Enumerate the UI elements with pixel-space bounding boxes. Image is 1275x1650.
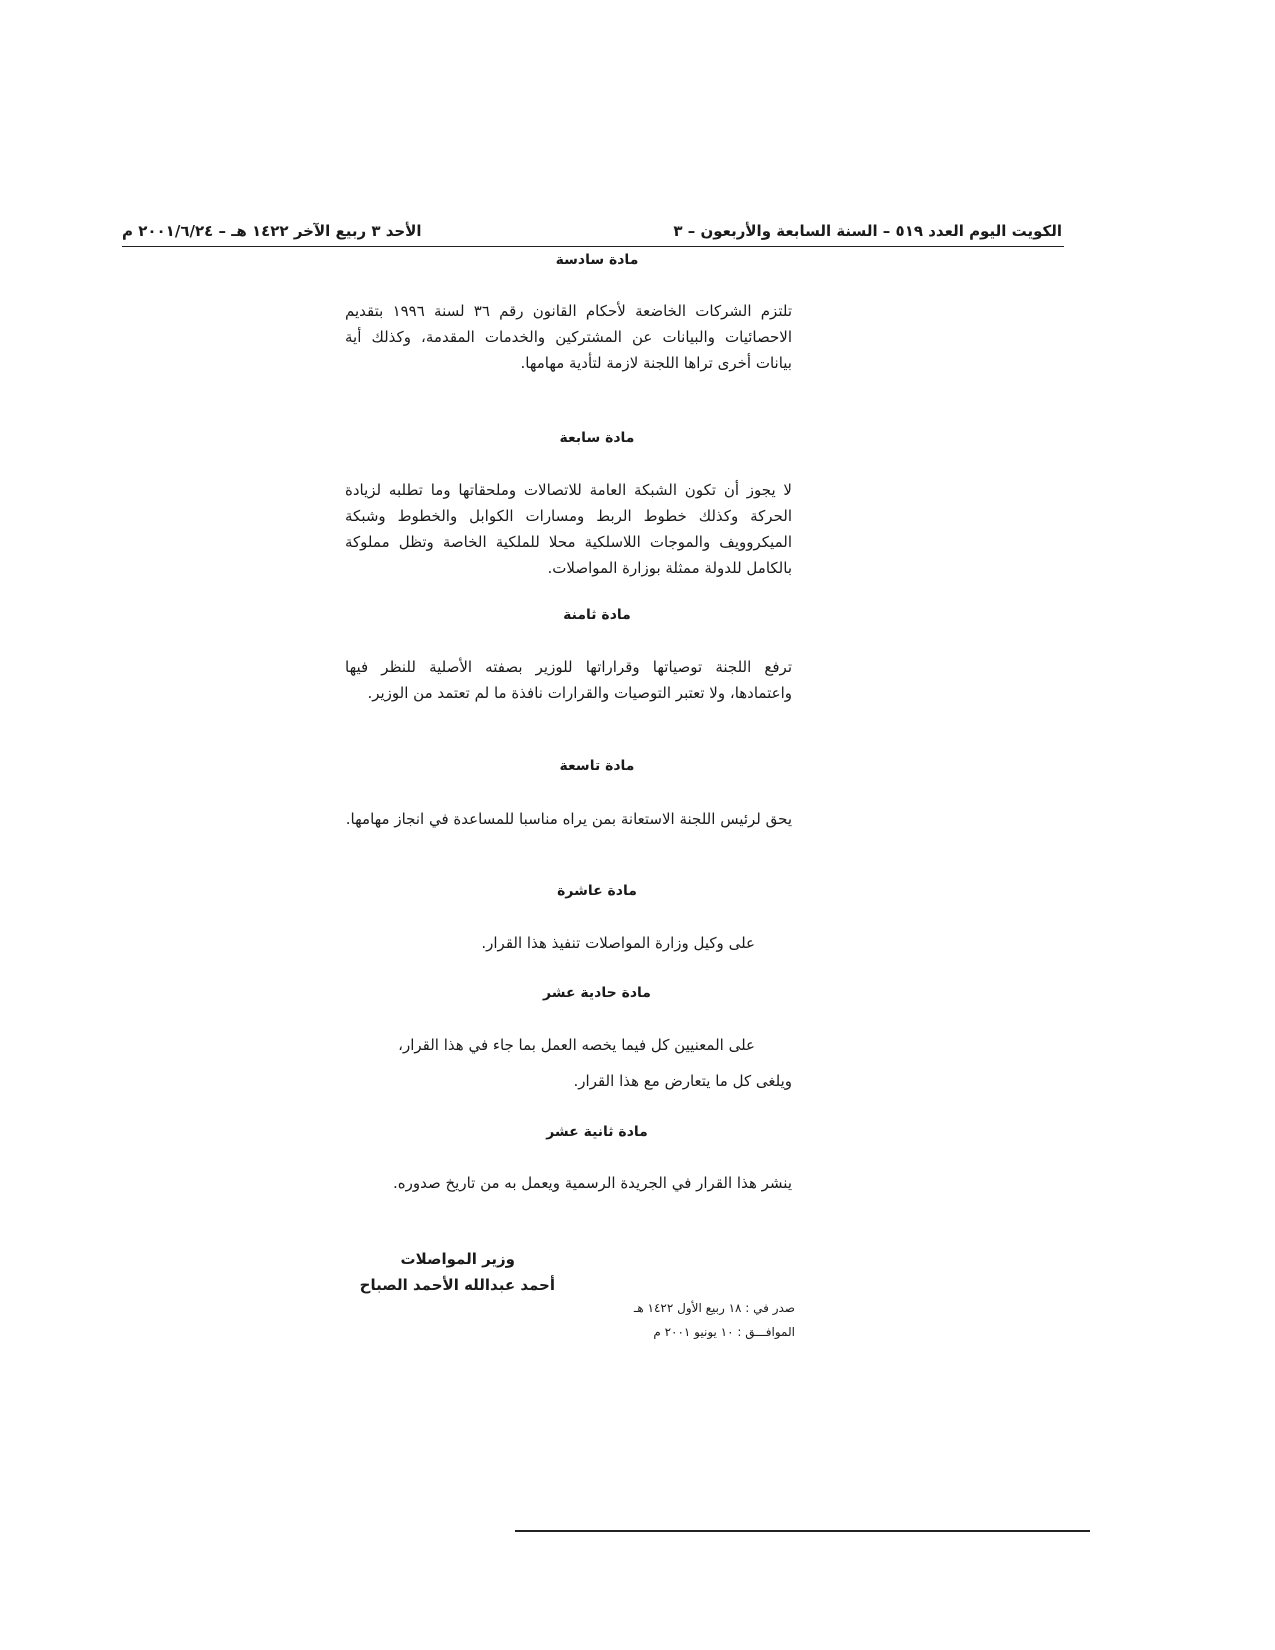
article-6-text: تلتزم الشركات الخاضعة لأحكام القانون رقم ٣٦ لسنة ١٩٩٦ بتقديم الاحصائيات والبيانات عن المشتركين والخدمات المقدمة، وكذلك أية بيانات أخرى تراها اللجنة لازمة لتأدية مهامها. [345, 302, 792, 372]
corresponding-date: الموافـــق : ١٠ يونيو ٢٠٠١ م [653, 1325, 795, 1339]
footer-divider [515, 1530, 1090, 1532]
article-12-title: مادة ثانية عشر [546, 1124, 648, 1140]
minister-title: وزير المواصلات [400, 1250, 515, 1268]
page-header [122, 222, 1062, 244]
article-9-title: مادة تاسعة [559, 758, 635, 774]
article-12-text: ينشر هذا القرار في الجريدة الرسمية ويعمل به من تاريخ صدوره. [392, 1174, 792, 1192]
minister-name: أحمد عبدالله الأحمد الصباح [359, 1276, 555, 1294]
article-8-text: ترفع اللجنة توصياتها وقراراتها للوزير بصفته الأصلية للنظر فيها واعتمادها، ولا تعتبر التوصيات والقرارات نافذة ما لم تعتمد من الوزير. [345, 658, 792, 702]
article-10-text: على وكيل وزارة المواصلات تنفيذ هذا القرار. [481, 934, 755, 952]
article-11-title: مادة حادية عشر [543, 985, 651, 1001]
article-8-title: مادة ثامنة [563, 607, 631, 623]
issued-date: صدر في : ١٨ ربيع الأول ١٤٢٢ هـ [633, 1301, 795, 1315]
gazette-issue-info: الكويت اليوم العدد ٥١٩ – السنة السابعة والأربعون – ٣ [673, 222, 1062, 240]
article-7-text: لا يجوز أن تكون الشبكة العامة للاتصالات وملحقاتها وما تطلبه لزيادة الحركة وكذلك خطوط الربط ومسارات الكوابل والخطوط وشبكة الميكروويف والموجات اللاسلكية محلا للملكية الخاصة وتظل مملوكة بالكامل للدولة ممثلة بوزارة المواصلات. [345, 481, 792, 577]
article-10-title: مادة عاشرة [557, 883, 637, 899]
gazette-date-info: الأحد ٣ ربيع الآخر ١٤٢٢ هـ – ٢٠٠١/٦/٢٤ م [122, 222, 422, 240]
article-11-text: على المعنيين كل فيما يخصه العمل بما جاء في هذا القرار، [398, 1036, 755, 1054]
article-9-text: يحق لرئيس اللجنة الاستعانة بمن يراه مناسبا للمساعدة في انجاز مهامها. [345, 810, 792, 828]
article-11-text-2: ويلغى كل ما يتعارض مع هذا القرار. [573, 1072, 792, 1090]
header-divider [122, 246, 1064, 247]
article-6-title: مادة سادسة [555, 252, 639, 268]
article-7-title: مادة سابعة [559, 430, 635, 446]
